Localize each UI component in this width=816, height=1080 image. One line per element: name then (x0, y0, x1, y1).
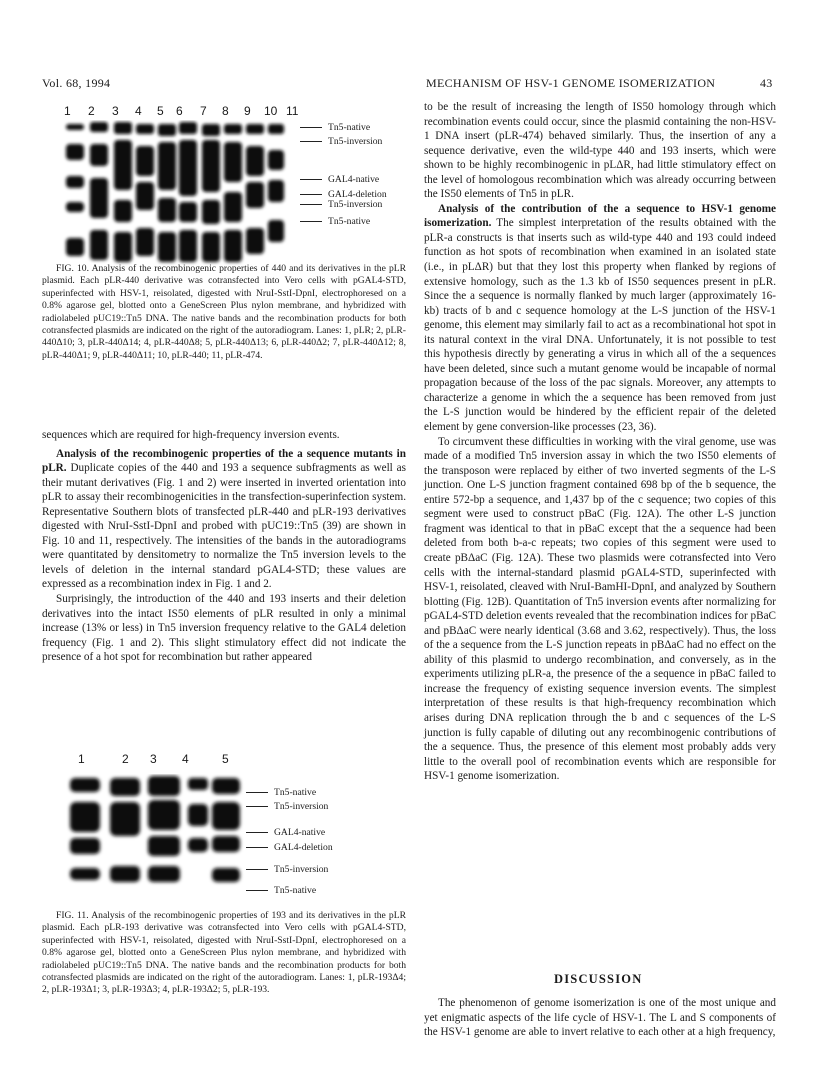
page-number: 43 (760, 76, 773, 90)
fig10-lane-1: 1 (64, 104, 71, 118)
fig11-autoradiogram (66, 774, 246, 894)
left-paragraph-3: Surprisingly, the introduction of the 440 and 193 inserts and their deletion derivatives into the intact IS50 elements of pLR resulted in only a minimal increase (13% or less) in Tn5 inversion frequency relative to the GAL4 deletion frequency (Fig. 1 and 2). This slight stimulatory effect did not indicate the presence of a hot spot for recombination but rather appeared (42, 593, 406, 664)
fig11-lane-5: 5 (222, 752, 229, 766)
fig10-lane-8: 8 (222, 104, 229, 118)
fig11-lane-1: 1 (78, 752, 85, 766)
running-title: MECHANISM OF HSV-1 GENOME ISOMERIZATION (426, 76, 716, 90)
left-paragraph-2: Duplicate copies of the 440 and 193 a sequence subfragments as well as their mutant derivatives (Fig. 1 and 2) were inserted in inverted orientation into pLR to assay their recombinogenicities in the transfection-superinfection system. Representative Southern blots of transfected pLR-440 and pLR-193 derivatives digested with NruI-SstI-DpnI and probed with pUC19::Tn5 (39) are shown in Fig. 10 and 11, respectively. The intensities of the bands in the autoradiograms were quantitated by densitometry to normalize the Tn5 inversion levels to the levels of deletion in the internal standard pGAL4-STD; these values are expressed as a recombination index in Fig. 1 and 2. (42, 462, 406, 591)
fig11-caption-text: Analysis of the recombinogenic properties of 193 and its derivatives in the pLR plasmid. Each pLR-193 derivative was cotransfected into Vero cells with pGAL4-STD, superinfected with HSV-1, reisolated, digested with NruI-SstI-DpnI, electrophoresed on a 0.8% agarose gel, blotted onto a GeneScreen Plus nylon membrane, and hybridized with radiolabeled pUC19::Tn5 DNA. The native bands and the recombination products for both cotransfected plasmids are indicated on the right of the autoradiogram. Lanes: 1, pLR-193Δ4; 2, pLR-193Δ1; 3, pLR-193Δ3; 4, pLR-193Δ2; 5, pLR-193. (42, 910, 406, 996)
fig10-lane-5: 5 (157, 104, 164, 118)
fig11-lane-2: 2 (122, 752, 129, 766)
fig11-label-tn5-native-bottom: Tn5-native (246, 885, 316, 896)
fig10-caption-text: Analysis of the recombinogenic properties of 440 and its derivatives in the pLR plasmid. Each pLR-440 derivative was cotransfected into Vero cells with pGAL4-STD, superinfected with HSV-1, reisolated, digested with NruI-SstI-DpnI, electrophoresed on a 0.8% agarose gel, blotted onto a GeneScreen Plus nylon membrane, and hybridized with radiolabeled pUC19::Tn5 DNA. The native bands and the recombination products for both cotransfected plasmids are indicated on the right of the autoradiogram. Lanes: 1, pLR; 2, pLR-440Δ10; 3, pLR-440Δ14; 4, pLR-440Δ8; 5, pLR-440Δ13; 6, pLR-440Δ2; 7, pLR-440Δ12; 8, pLR-440Δ1; 9, pLR-440Δ11; 10, pLR-440; 11, pLR-474. (42, 263, 406, 361)
fig11-lane-4: 4 (182, 752, 189, 766)
fig10-lane-3: 3 (112, 104, 119, 118)
left-section-heading: Analysis of the recombinogenic properties of the a sequence mutants in pLR. (42, 447, 406, 475)
fig10-label-gal4-deletion: GAL4-deletion (300, 189, 387, 200)
fig11-lane-numbers (78, 752, 258, 768)
right-paragraph-2: The simplest interpretation of the results obtained with the pLR-a constructs is that inserts such as wild-type 440 and 193 could indeed function as hot spots of recombination when examined in an isolated state (i.e., in pLΔR) but that they lost this property when flanked by regions of extensive homology, such as the 1.3 kb of IS50 sequences present in pLR. Since the a sequence is normally flanked by much larger (approximately 16-kb) tracts of b and c sequence homology at the L-S junction of the HSV-1 genome, this element may similarly fail to act as a recombinational hot spot in its natural context in the viral DNA. Unfortunately, it is not possible to test this hypothesis directly by generating a virus in which all of the a sequences have been deleted, since such a mutant genome would be incapable of normal propagation because of the loss of the pac signals. Moreover, any attempts to characterize a genome in which the a sequence has been removed from just the L-S junction would be hindered by the efficient repair of the deleted element by gene conversion-like processes (23, 36). (424, 217, 776, 434)
fig11-label-tn5-inversion-bottom: Tn5-inversion (246, 864, 328, 875)
right-section-heading: Analysis of the contribution of the a sequence to HSV-1 genome isomerization. (424, 202, 776, 230)
fig11-label-gal4-native: GAL4-native (246, 827, 325, 838)
fig10-autoradiogram (62, 120, 302, 270)
fig10-label-tn5-inversion-bottom: Tn5-inversion (300, 199, 382, 210)
fig10-label-tn5-native-bottom: Tn5-native (300, 216, 370, 227)
fig10-lane-7: 7 (200, 104, 207, 118)
fig11-label-gal4-deletion: GAL4-deletion (246, 842, 333, 853)
fig10-lane-2: 2 (88, 104, 95, 118)
fig10-lane-4: 4 (135, 104, 142, 118)
fig10-lane-6: 6 (176, 104, 183, 118)
right-column-body (424, 100, 776, 784)
fig11-lane-3: 3 (150, 752, 157, 766)
right-paragraph-3: To circumvent these difficulties in working with the viral genome, use was made of a modified Tn5 inversion assay in which the two IS50 elements of the transposon were replaced by either of two inverted segments of the L-S junction. One L-S junction fragment contained 698 bp of the b sequence, the entire 572-bp a sequence, and 1,437 bp of the c sequence; two copies of this segment were used to construct pBaC (Fig. 12A). The other L-S junction fragment was identical to that in pBaC except that the a sequence had been deleted from both b-a-c repeats; two copies of this segment were used to create pBΔaC (Fig. 12A). These two plasmids were cotransfected into Vero cells with the internal-standard plasmid pGAL4-STD, superinfected with HSV-1, reisolated, cleaved with NruI-BamHI-DpnI, and analyzed by Southern blotting (Fig. 12B). Quantitation of Tn5 inversion events after normalizing for pGAL4-STD deletion events revealed that the recombination indices for pBaC and pBΔaC were nearly identical (3.68 and 3.62, respectively). Thus, the loss of the a sequence from the L-S junction repeats in pBΔaC had no effect on the ability of this plasmid to undergo recombination, and conversely, as in the experiments utilizing pLR-a, the presence of the a sequence in pBaC failed to increase the frequency of existing sequence inversion events. The simplest interpretation of these results is that high-frequency recombination which arises during DNA replication through the b and c sequences of the L-S junction is fully capable of diluting out any recombinogenic contributions of the a sequence. Thus, the presence of this element most probably adds very little to the overall pool of recombination events which are responsible for HSV-1 genome isomerization. (424, 435, 776, 783)
fig11-caption-lead: FIG. 11. (56, 910, 89, 921)
fig11-label-tn5-native-top: Tn5-native (246, 787, 316, 798)
right-paragraph-1: to be the result of increasing the length of IS50 homology through which recombination events could occur, since the plasmid containing the non-HSV-1 DNA insert (pLR-474) behaved similarly. Thus, the insertion of any a sequence derivative, even the wild-type 440 and 193 inserts, which were shown to be highly recombinogenic in pLΔR, had little stimulatory effect on the level of homologous recombination which was already occurring between the IS50 elements of Tn5 in pLR. (424, 101, 776, 201)
discussion-paragraph-1: The phenomenon of genome isomerization is one of the most unique and yet enigmatic aspects of the life cycle of HSV-1. The L and S components of the HSV-1 genome are able to invert relative to each other at a high frequency, (424, 997, 776, 1039)
fig10-lane-numbers (58, 104, 308, 120)
discussion-heading: DISCUSSION (554, 972, 643, 986)
fig11-label-tn5-inversion-top: Tn5-inversion (246, 801, 328, 812)
fig10-caption-lead: FIG. 10. (56, 263, 89, 274)
fig10-label-tn5-inversion-top: Tn5-inversion (300, 136, 382, 147)
fig10-label-gal4-native: GAL4-native (300, 174, 379, 185)
discussion-body (424, 996, 776, 1040)
fig11-caption (42, 910, 406, 997)
fig10-lane-11: 11 (286, 104, 299, 118)
left-column-body (42, 428, 406, 665)
fig10-label-tn5-native-top: Tn5-native (300, 122, 370, 133)
fig10-lane-9: 9 (244, 104, 251, 118)
fig10-caption (42, 263, 406, 362)
fig10-lane-10: 10 (264, 104, 278, 118)
left-paragraph-1: sequences which are required for high-frequency inversion events. (42, 429, 340, 441)
volume-label: Vol. 68, 1994 (42, 76, 111, 90)
